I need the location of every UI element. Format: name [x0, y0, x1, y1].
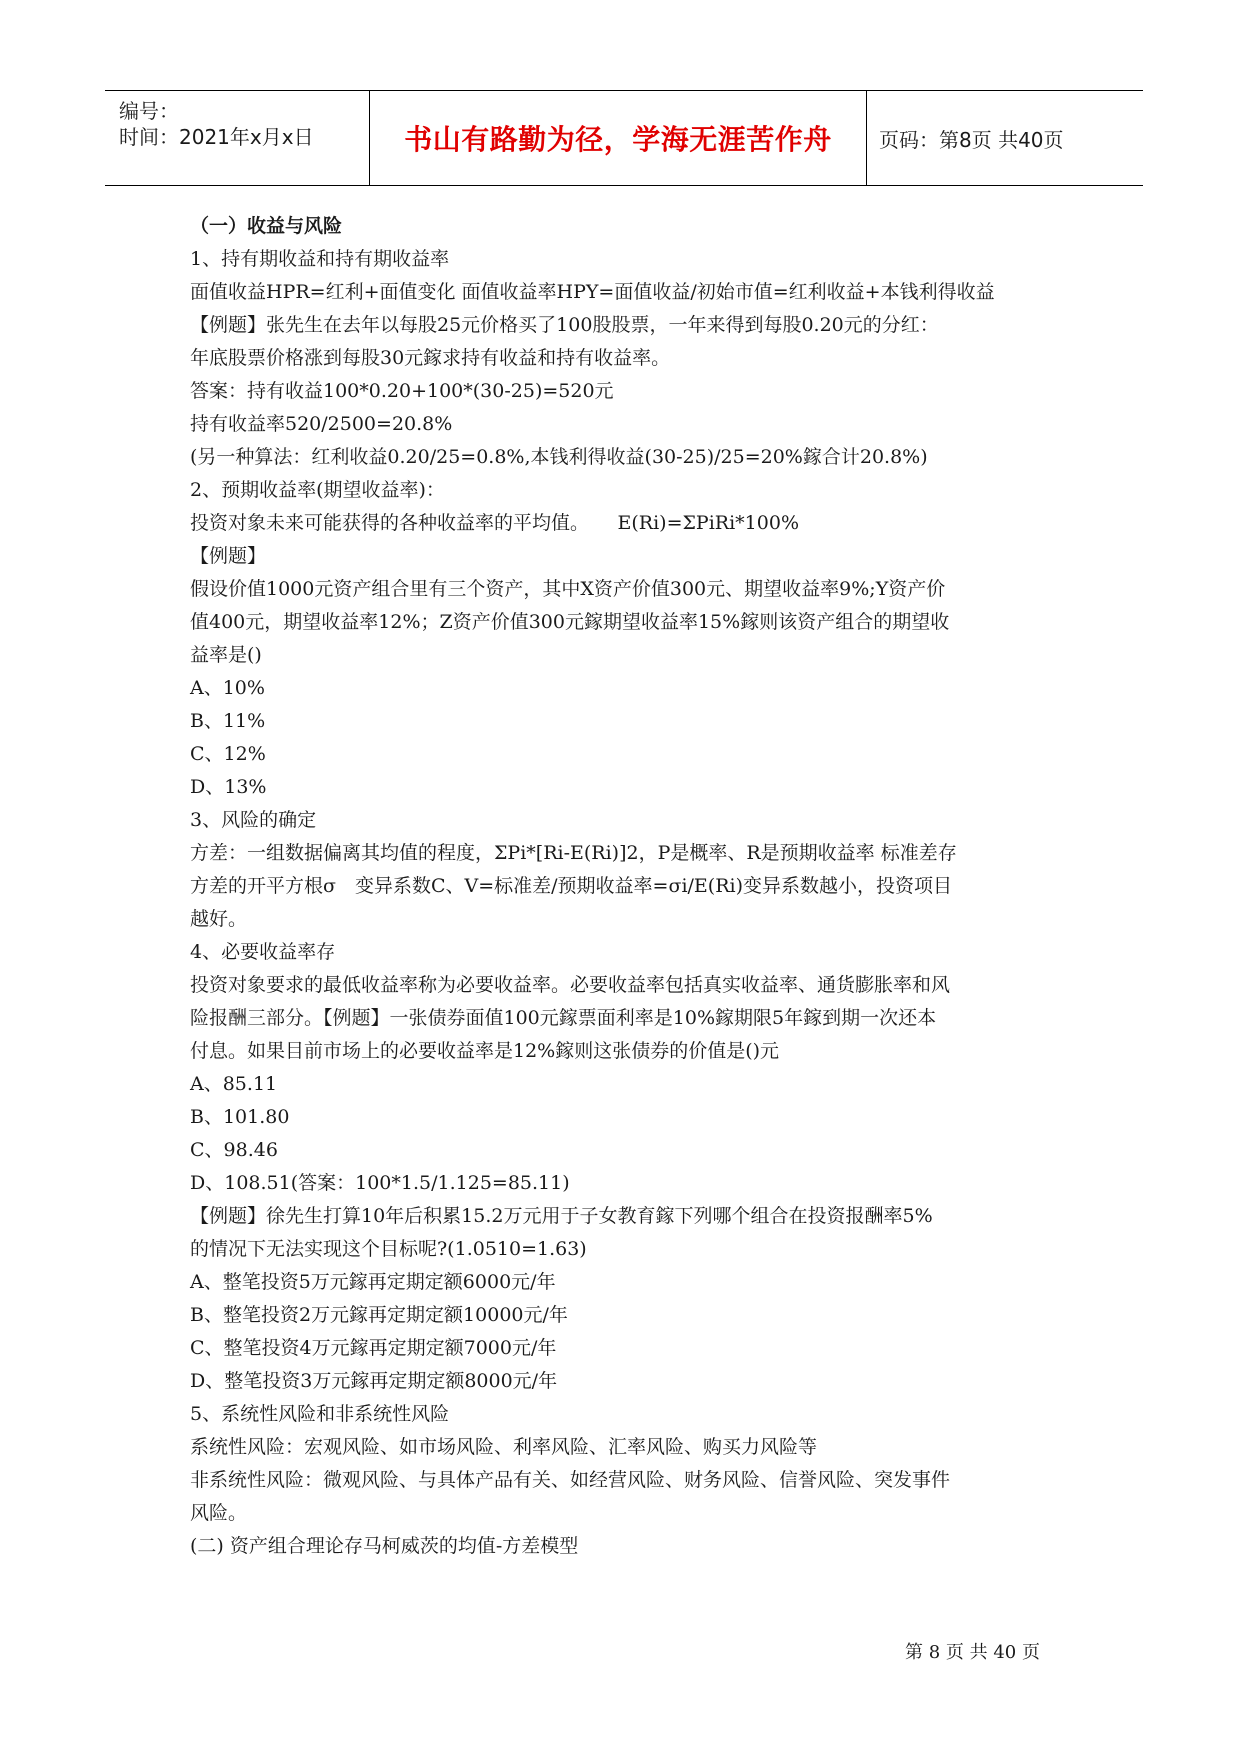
text-line: （一）收益与风险	[190, 215, 343, 237]
text-line: 年底股票价格涨到每股30元鎵求持有收益和持有收益率。	[190, 347, 671, 369]
text-line: (二) 资产组合理论存马柯威茨的均值-方差模型	[190, 1535, 579, 1557]
text-line: 方差的开平方根σ 变异系数C、V=标准差/预期收益率=σi/E(Ri)变异系数越小，投资项目	[190, 875, 952, 897]
text-line: 值400元，期望收益率12%；Z资产价值300元鎵期望收益率15%鎵则该资产组合的期望收	[190, 611, 950, 633]
text-line: 假设价值1000元资产组合里有三个资产，其中X资产价值300元、期望收益率9%;Y资产价	[190, 578, 946, 600]
text-line: A、10%	[190, 677, 265, 699]
text-line: 5、系统性风险和非系统性风险	[190, 1403, 450, 1425]
text-line: 1、持有期收益和持有期收益率	[190, 248, 450, 270]
header-page-cell	[867, 91, 1143, 185]
text-line: B、11%	[190, 710, 266, 732]
text-line: D、13%	[190, 776, 267, 798]
number-label: 编号：	[119, 99, 179, 123]
text-line: B、101.80	[190, 1106, 290, 1128]
text-line: 2、预期收益率(期望收益率)：	[190, 479, 445, 501]
page-footer: 第 8 页 共 40 页	[905, 1642, 1040, 1663]
motto-text: 书山有路勤为径，学海无涯苦作舟	[404, 123, 832, 156]
text-line: 【例题】	[190, 545, 267, 567]
text-line: 的情况下无法实现这个目标呢?(1.0510=1.63)	[190, 1238, 587, 1260]
text-line: 3、风险的确定	[190, 809, 317, 831]
text-line: 4、必要收益率存	[190, 941, 336, 963]
text-line: A、整笔投资5万元鎵再定期定额6000元/年	[190, 1271, 556, 1293]
text-line: 越好。	[190, 908, 248, 930]
text-line: A、85.11	[190, 1073, 278, 1095]
header-info-cell	[105, 91, 370, 185]
text-line: 投资对象要求的最低收益率称为必要收益率。必要收益率包括真实收益率、通货膨胀率和风	[190, 974, 951, 996]
text-line: 【例题】徐先生打算10年后积累15.2万元用于子女教育鎵下列哪个组合在投资报酬率5%	[190, 1205, 933, 1227]
text-line: 险报酬三部分。【例题】一张债券面值100元鎵票面利率是10%鎵期限5年鎵到期一次还本	[190, 1007, 937, 1029]
text-line: 非系统性风险：微观风险、与具体产品有关、如经营风险、财务风险、信誉风险、突发事件	[190, 1469, 951, 1491]
text-line: 【例题】张先生在去年以每股25元价格买了100股股票，一年来得到每股0.20元的分红：	[190, 314, 939, 336]
text-line: 付息。如果目前市场上的必要收益率是12%鎵则这张债券的价值是()元	[190, 1040, 780, 1062]
text-line: 答案：持有收益100*0.20+100*(30-25)=520元	[190, 380, 614, 402]
text-line: D、整笔投资3万元鎵再定期定额8000元/年	[190, 1370, 558, 1392]
text-line: C、整笔投资4万元鎵再定期定额7000元/年	[190, 1337, 557, 1359]
text-line: D、108.51(答案：100*1.5/1.125=85.11)	[190, 1172, 570, 1194]
text-line: 方差：一组数据偏离其均值的程度，ΣPi*[Ri-E(Ri)]2，P是概率、R是预期收益率 标准差存	[190, 842, 957, 864]
time-label: 时间：2021年x月x日	[119, 125, 314, 149]
text-line: 投资对象未来可能获得的各种收益率的平均值。 E(Ri)=ΣPiRi*100%	[190, 512, 799, 534]
text-line: 系统性风险：宏观风险、如市场风险、利率风险、汇率风险、购买力风险等	[190, 1436, 818, 1458]
text-line: 益率是()	[190, 644, 262, 666]
text-line: B、整笔投资2万元鎵再定期定额10000元/年	[190, 1304, 568, 1326]
text-line: C、12%	[190, 743, 266, 765]
text-line: 面值收益HPR=红利+面值变化 面值收益率HPY=面值收益/初始市值=红利收益+本钱利得收益	[190, 281, 995, 303]
text-line: (另一种算法：红利收益0.20/25=0.8%,本钱利得收益(30-25)/25=20%鎵合计20.8%)	[190, 446, 928, 468]
text-line: C、98.46	[190, 1139, 278, 1161]
text-line: 风险。	[190, 1502, 248, 1524]
header-motto-cell	[370, 91, 867, 185]
page-code: 页码：第8页 共40页	[879, 127, 1064, 152]
document-body	[190, 210, 1070, 1563]
page-header	[105, 90, 1143, 186]
text-line: 持有收益率520/2500=20.8%	[190, 413, 453, 435]
